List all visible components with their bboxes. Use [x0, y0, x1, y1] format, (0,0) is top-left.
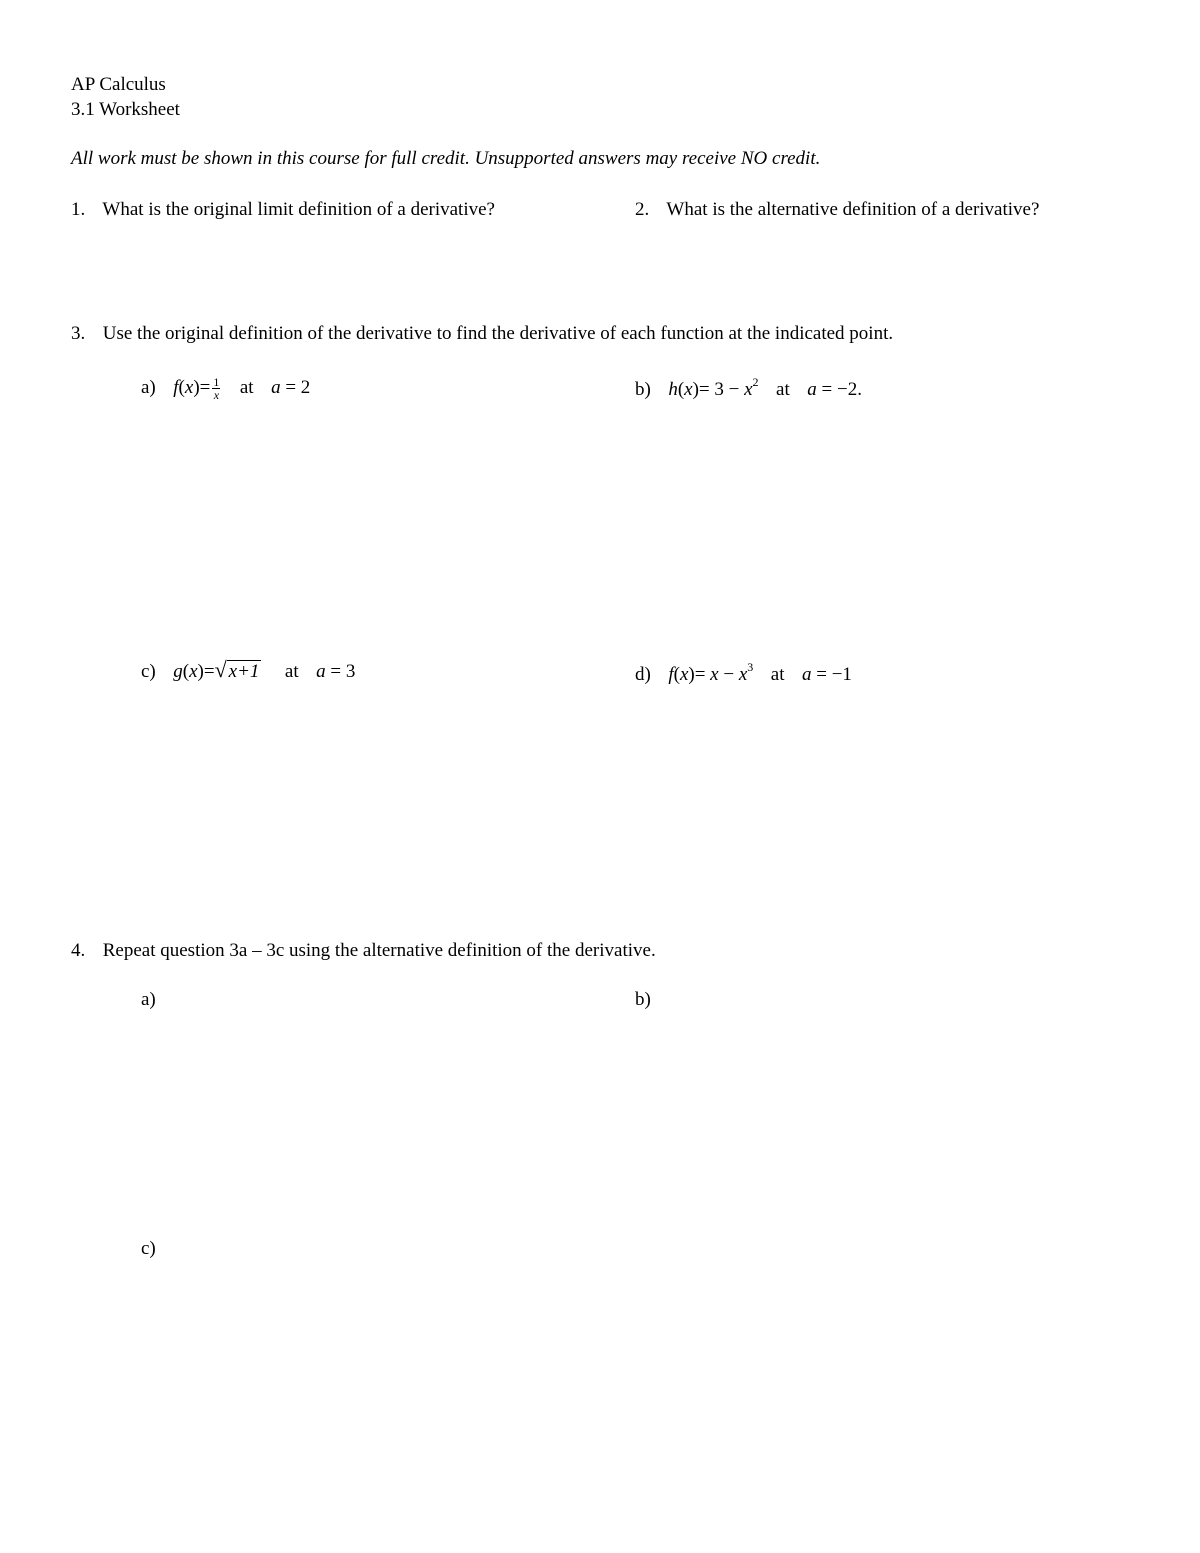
radical-sign: √ [214, 657, 227, 682]
function-var: x [684, 379, 693, 400]
radicand: x+1 [228, 661, 260, 682]
expression-var-2: x [738, 664, 748, 685]
at-word: at [770, 664, 785, 685]
at-word: at [239, 376, 254, 398]
question-4b: b) [635, 989, 651, 1010]
question-2 [635, 200, 1039, 219]
point-value: = −2. [821, 379, 862, 400]
worksheet-title: 3.1 Worksheet [71, 99, 180, 120]
question-4-number: 4. [71, 940, 86, 961]
question-3 [71, 324, 893, 343]
point-value: = 2 [285, 376, 311, 398]
part-label: b) [635, 379, 651, 400]
function-name: f [173, 376, 179, 398]
expression-var-1: x [710, 664, 719, 685]
fraction [212, 376, 220, 401]
part-label: a) [141, 376, 156, 398]
point-var: a [271, 376, 281, 398]
point-var: a [801, 664, 812, 685]
function-var: x [184, 376, 194, 398]
question-3b: b) $h(x)= 3 - x^2$ at a = −2. [635, 375, 862, 400]
question-1-text: What is the original limit definition of a derivative? [102, 199, 495, 220]
part-label: c) [141, 661, 156, 682]
fraction-denominator: x [213, 388, 220, 402]
expression-minus: − [718, 664, 739, 685]
course-title: AP Calculus [71, 74, 166, 95]
question-4c: c) [141, 1238, 156, 1259]
expression-prefix: = 3 − [698, 379, 745, 400]
exponent: 3 [747, 660, 754, 674]
at-word: at [284, 661, 299, 682]
fraction-numerator: 1 [213, 375, 220, 389]
function-var: x [189, 661, 198, 682]
question-3-text: Use the original definition of the derivative to find the derivative of each function at the indicated point. [102, 323, 894, 344]
question-2-number: 2. [635, 199, 650, 220]
question-4-text: Repeat question 3a – 3c using the alternative definition of the derivative. [102, 940, 656, 961]
question-3a: a) f(x)= $\frac{1}{x}$ at a = 2 [141, 375, 311, 402]
function-name: f [668, 664, 674, 685]
function-name: h [668, 379, 678, 400]
exponent: 2 [752, 375, 759, 389]
question-4 [71, 941, 656, 960]
question-1 [71, 200, 495, 219]
at-word: at [776, 379, 790, 400]
function-var: x [679, 664, 689, 685]
question-3-number: 3. [71, 323, 86, 344]
point-value: = −1 [816, 664, 852, 685]
expression-var: x [744, 379, 753, 400]
instructions: All work must be shown in this course for full credit. Unsupported answers may receive NO credit. [71, 148, 821, 169]
part-label: d) [635, 664, 651, 685]
function-name: g [173, 661, 183, 682]
square-root [215, 659, 262, 681]
point-var: a [316, 661, 326, 682]
question-3d: d) $f(x)= x - x^3$ at a = −1 [635, 660, 852, 685]
question-2-text: What is the alternative definition of a derivative? [666, 199, 1040, 220]
question-3c: c) g(x)=√ x+1 at a = 3 [141, 657, 356, 682]
question-4a: a) [141, 989, 156, 1010]
point-value: = 3 [330, 661, 356, 682]
point-var: a [807, 379, 817, 400]
question-1-number: 1. [71, 199, 86, 220]
